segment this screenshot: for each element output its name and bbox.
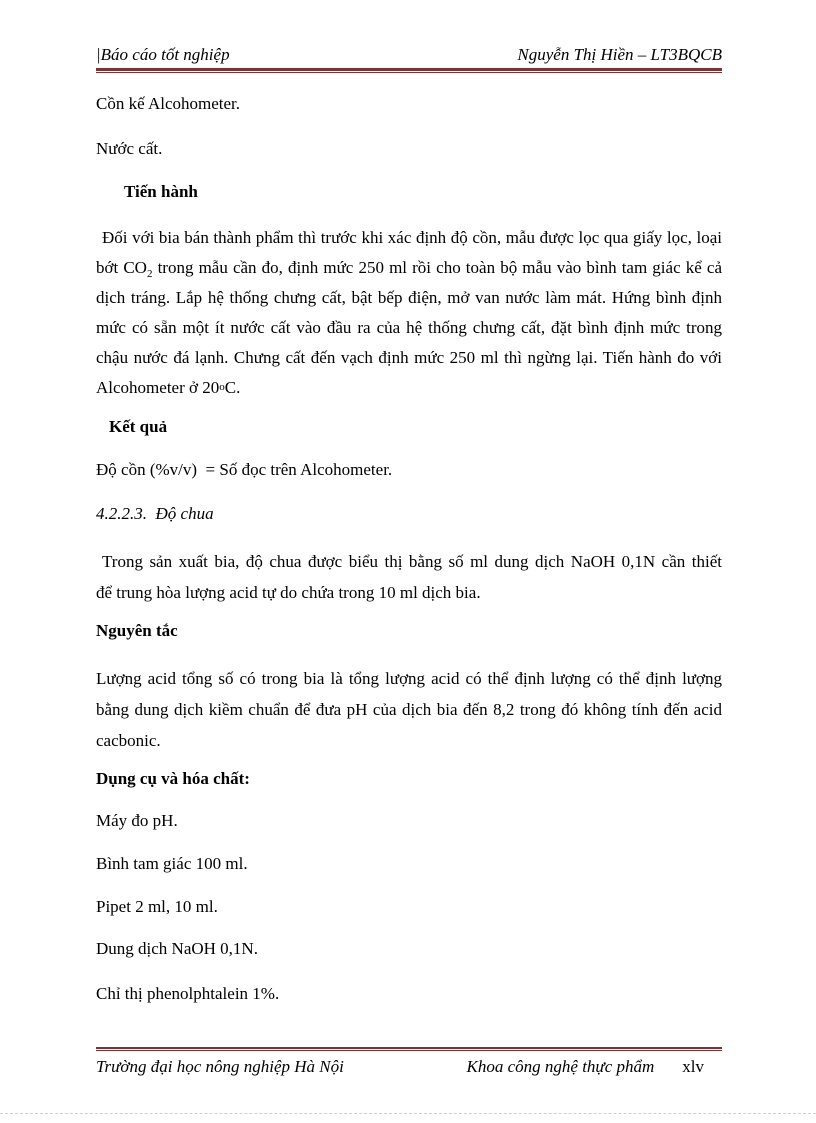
equipment-item-pipette: Pipet 2 ml, 10 ml. bbox=[96, 897, 218, 916]
footer-divider-rule bbox=[96, 1047, 722, 1051]
header-author-name: Nguyễn Thị Hiền – LT3BQCB bbox=[517, 45, 722, 64]
equipment-item-naoh: Dung dịch NaOH 0,1N. bbox=[96, 939, 258, 958]
co2-subscript: 2 bbox=[146, 268, 153, 280]
footer-faculty: Khoa công nghệ thực phẩm bbox=[466, 1057, 655, 1076]
paragraph-distilled-water: Nước cất. bbox=[96, 139, 163, 158]
paragraph-alcohometer: Cồn kế Alcohometer. bbox=[96, 94, 241, 113]
footer-right-group bbox=[467, 1056, 722, 1078]
heading-section-4-2-2-3: 4.2.2.3. Độ chua bbox=[96, 504, 214, 523]
heading-result: Kết quả bbox=[109, 417, 168, 436]
equipment-item-phenolphtalein: Chỉ thị phenolphtalein 1%. bbox=[96, 984, 280, 1003]
paragraph-result-formula: Độ cồn (%v/v) = Số đọc trên Alcohometer. bbox=[96, 460, 393, 479]
paragraph-procedure bbox=[96, 223, 722, 403]
page-header bbox=[96, 44, 722, 66]
heading-principle: Nguyên tắc bbox=[96, 621, 178, 640]
header-divider-rule bbox=[96, 68, 722, 73]
degree-superscript: o bbox=[219, 381, 225, 393]
procedure-text-part2: trong mẫu cần đo, định mức 250 ml rồi cho toàn bộ mẫu vào bình tam giác kể cả dịch tráng. Lắp hệ thống chưng cất, bật bếp điện, mở van nước làm mát. Hứng bình định mức có sẵn một ít nước cất vào đầu ra của hệ thống chưng cất, đặt bình định mức trong chậu nước đá lạnh. Chưng cất đến vạch định mức 250 ml thì ngừng lại. Tiến hành đo với Alcohometer ở 20 bbox=[96, 258, 722, 397]
page-footer bbox=[96, 1056, 722, 1078]
procedure-text-part3: C. bbox=[224, 378, 241, 397]
heading-procedure: Tiến hành bbox=[124, 182, 198, 201]
heading-equipment: Dụng cụ và hóa chất: bbox=[96, 769, 250, 788]
header-report-title: |Báo cáo tốt nghiệp bbox=[96, 45, 230, 64]
footer-page-number: xlv bbox=[682, 1057, 704, 1076]
procedure-text-part1: Đối với bia bán thành phẩm thì trước khi xác định độ cồn, mẫu được lọc qua giấy lọc, loại bớt CO bbox=[96, 228, 722, 277]
paragraph-acidity-definition: Trong sản xuất bia, độ chua được biểu thị bằng số ml dung dịch NaOH 0,1N cần thiết để trung hòa lượng acid tự do chứa trong 10 ml dịch bia. bbox=[96, 552, 722, 602]
equipment-item-flask: Bình tam giác 100 ml. bbox=[96, 854, 248, 873]
equipment-item-ph-meter: Máy đo pH. bbox=[96, 811, 178, 830]
paragraph-principle: Lượng acid tổng số có trong bia là tổng lượng acid có thể định lượng có thể định lượng bằng dung dịch kiềm chuẩn để đưa pH của dịch bia đến 8,2 trong đó không tính đến acid cacbonic. bbox=[96, 669, 722, 750]
page-break-dashed-line bbox=[0, 1113, 816, 1114]
footer-institution: Trường đại học nông nghiệp Hà Nội bbox=[96, 1057, 344, 1076]
